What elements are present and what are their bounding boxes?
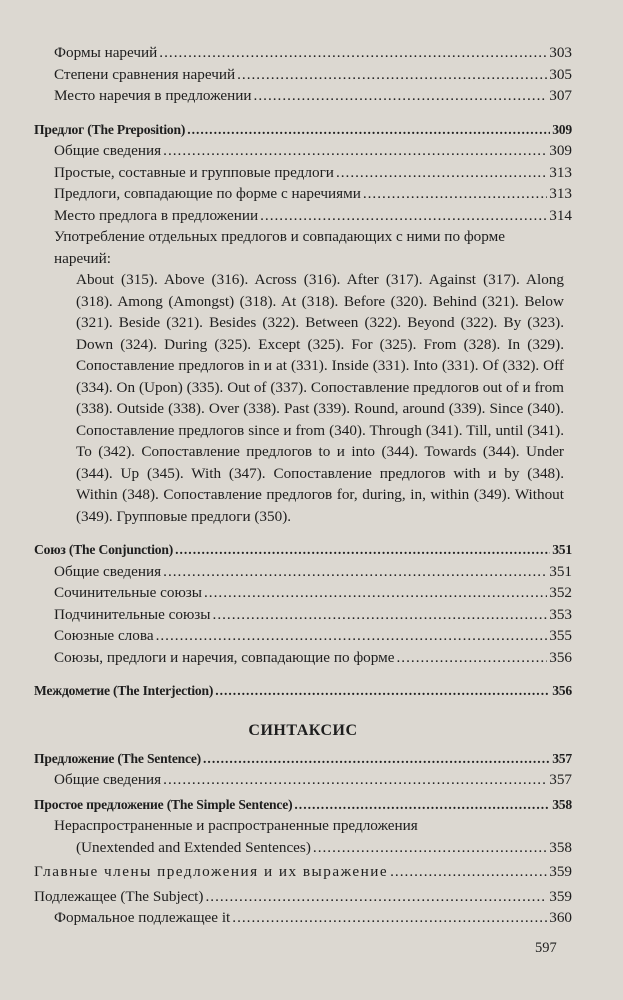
toc-entry: Сочинительные союзы ..... 352 xyxy=(34,582,572,604)
toc-section-heading: Простое предложение (The Simple Sentence) ..... 358 xyxy=(34,794,572,816)
preposition-usage-paragraph xyxy=(34,226,564,527)
dot-leader xyxy=(204,582,547,604)
syntax-part-title: СИНТАКСИС xyxy=(248,721,358,739)
toc-entry: Предлоги, совпадающие по форме с наречиями ..... 313 xyxy=(34,183,572,205)
dot-leader xyxy=(205,886,547,908)
dot-leader xyxy=(237,64,547,86)
dot-leader xyxy=(159,42,547,64)
dot-leader xyxy=(203,748,550,770)
dot-leader xyxy=(232,907,547,929)
toc-section-heading: Главные члены предложения и их выражение ..... 359 xyxy=(34,861,572,883)
dot-leader xyxy=(175,539,550,561)
page-number: 597 xyxy=(535,940,557,956)
dot-leader xyxy=(163,561,547,583)
toc-entry: Общие сведения ..... 309 xyxy=(34,140,572,162)
toc-section-heading: Союз (The Conjunction) ..... 351 xyxy=(34,539,572,561)
toc-entry: Формы наречий ..... 303 xyxy=(34,42,572,64)
dot-leader xyxy=(254,85,548,107)
dot-leader xyxy=(163,769,547,791)
dot-leader xyxy=(260,205,547,227)
dot-leader xyxy=(390,861,547,883)
toc-entry: Место предлога в предложении ..... 314 xyxy=(34,205,572,227)
dot-leader xyxy=(215,680,550,702)
toc-entry: Формальное подлежащее it ..... 360 xyxy=(34,907,572,929)
dot-leader xyxy=(336,162,547,184)
toc-section-heading: Предлог (The Preposition) ..... 309 xyxy=(34,119,572,141)
dot-leader xyxy=(397,647,548,669)
toc-entry: Общие сведения ..... 351 xyxy=(34,561,572,583)
toc-entry: Степени сравнения наречий ..... 305 xyxy=(34,64,572,86)
toc-entry: Союзы, предлоги и наречия, совпадающие по форме ..... 356 xyxy=(34,647,572,669)
dot-leader xyxy=(213,604,548,626)
toc-entry: Подчинительные союзы ..... 353 xyxy=(34,604,572,626)
dot-leader xyxy=(363,183,547,205)
toc-entry: Простые, составные и групповые предлоги ..... 313 xyxy=(34,162,572,184)
usage-intro: Употребление отдельных предлогов и совпадающих с ними по форме наречий: xyxy=(54,228,505,267)
dot-leader xyxy=(294,794,550,816)
toc-entry: Общие сведения ..... 357 xyxy=(34,769,572,791)
dot-leader xyxy=(156,625,548,647)
toc-section-heading: Подлежащее (The Subject) ..... 359 xyxy=(34,886,572,908)
dot-leader xyxy=(163,140,547,162)
dot-leader xyxy=(313,837,547,859)
toc-section-heading: Междометие (The Interjection) ..... 356 xyxy=(34,680,572,702)
toc-entry: Союзные слова ..... 355 xyxy=(34,625,572,647)
dot-leader xyxy=(187,119,550,141)
table-of-contents xyxy=(34,42,572,929)
toc-section-heading: Предложение (The Sentence) ..... 357 xyxy=(34,748,572,770)
toc-entry: Место наречия в предложении ..... 307 xyxy=(34,85,572,107)
usage-body: About (315). Above (316). Across (316). After (317). Against (317). Along (318). Among (Amongst) (318). At (318). Before (320). Behind (321). Below (321). Beside (321). Besides (322). Between (322). Beyond (322). By (323). Down (324). During (325). Except (325). For (325). From (328). In (329). Сопоставление предлогов in и at (331). Inside (331). Into (331). Of (332). Off (334). On (Upon) (335). Out of (337). Сопоставление предлогов out of и from (338). Outside (338). Over (338). Past (339). Round, around (339). Since (340). Сопоставление предлогов since и from (340). Through (341). Till, until (341). To (342). Сопоставление предлогов to и into (344). Towards (344). Under (344). Up (345). With (347). Сопоставление предлогов with и by (348). Within (348). Сопоставление предлогов for, during, in, within (349). Without (349). Групповые предлоги (350). xyxy=(76,271,564,525)
toc-entry-wrapped: Нераспространенные и распространенные предложения (Unextended and Extended Sentences) ..... 358 xyxy=(34,815,572,858)
